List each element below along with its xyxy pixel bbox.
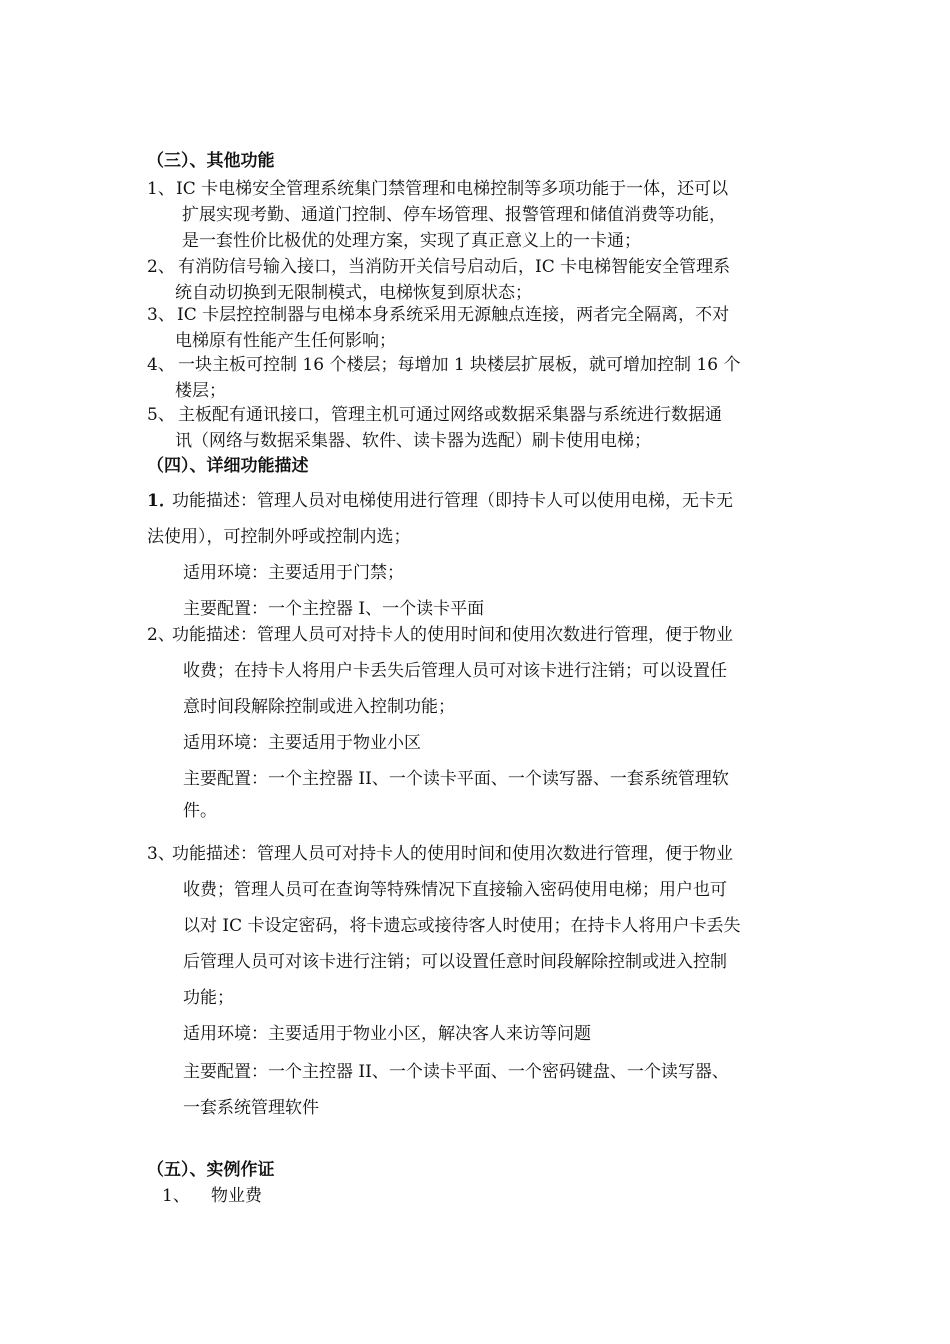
sec3-item5-line1: 主板配有通讯接口，管理主机可通过网络或数据采集器与系统进行数据通 — [178, 405, 722, 425]
sec3-item5-num: 5、 — [147, 405, 175, 425]
section-3-heading: （三）、其他功能 — [147, 151, 275, 171]
sec4-item3-line5: 功能； — [183, 988, 234, 1008]
sec4-item1-line1: 功能描述：管理人员对电梯使用进行管理（即持卡人可以使用电梯，无卡无 — [172, 491, 733, 511]
sec3-item1-line1: IC 卡电梯安全管理系统集门禁管理和电梯控制等多项功能于一体，还可以 — [176, 179, 729, 199]
sec3-item3-num: 3、 — [147, 305, 175, 325]
sec4-item2-line1: 功能描述：管理人员可对持卡人的使用时间和使用次数进行管理，便于物业 — [172, 625, 733, 645]
sec3-item3-line1: IC 卡层控控制器与电梯本身系统采用无源触点连接，两者完全隔离，不对 — [177, 305, 730, 325]
sec3-item1-num: 1、 — [147, 179, 175, 199]
sec3-item4-line1: 一块主板可控制 16 个楼层；每增加 1 块楼层扩展板，就可增加控制 16 个 — [178, 355, 741, 375]
section-5-heading: （五）、实例作证 — [147, 1160, 275, 1180]
sec4-item1-num: 1． — [147, 491, 176, 511]
sec3-item5-line2: 讯（网络与数据采集器、软件、读卡器为选配）刷卡使用电梯； — [175, 431, 651, 451]
sec4-item3-config-line2: 一套系统管理软件 — [183, 1098, 319, 1118]
sec4-item2-line2: 收费；在持卡人将用户卡丢失后管理人员可对该卡进行注销；可以设置任 — [183, 661, 727, 681]
sec4-item2-env: 适用环境：主要适用于物业小区 — [183, 733, 421, 753]
sec5-item1-num: 1、 — [162, 1186, 190, 1206]
sec4-item3-line3: 以对 IC 卡设定密码，将卡遗忘或接待客人时使用；在持卡人将用户卡丢失 — [183, 916, 741, 936]
sec4-item3-env: 适用环境：主要适用于物业小区，解决客人来访等问题 — [183, 1024, 591, 1044]
sec4-item1-line2: 法使用），可控制外呼或控制内选； — [147, 527, 411, 547]
sec4-item2-config-line1: 主要配置：一个主控器 II、一个读卡平面、一个读写器、一套系统管理软 — [183, 769, 729, 789]
sec3-item3-line2: 电梯原有性能产生任何影响； — [175, 331, 396, 351]
sec3-item4-line2: 楼层； — [175, 381, 226, 401]
sec5-item1-label: 物业费 — [211, 1186, 262, 1206]
sec4-item3-line4: 后管理人员可对该卡进行注销；可以设置任意时间段解除控制或进入控制 — [183, 952, 727, 972]
sec4-item3-num: 3、 — [147, 844, 175, 864]
sec3-item1-line2: 扩展实现考勤、通道门控制、停车场管理、报警管理和储值消费等功能， — [182, 205, 726, 225]
sec3-item2-num: 2、 — [147, 257, 175, 277]
sec4-item2-config-line2: 件。 — [183, 801, 217, 821]
sec4-item2-line3: 意时间段解除控制或进入控制功能； — [183, 697, 455, 717]
section-4-heading: （四）、详细功能描述 — [147, 456, 309, 476]
sec3-item2-line1: 有消防信号输入接口，当消防开关信号启动后，IC 卡电梯智能安全管理系 — [178, 257, 731, 277]
sec4-item1-config: 主要配置：一个主控器 I、一个读卡平面 — [183, 599, 485, 619]
sec3-item2-line2: 统自动切换到无限制模式，电梯恢复到原状态； — [175, 283, 532, 303]
sec4-item3-line1: 功能描述：管理人员可对持卡人的使用时间和使用次数进行管理，便于物业 — [172, 844, 733, 864]
sec4-item3-line2: 收费；管理人员可在查询等特殊情况下直接输入密码使用电梯；用户也可 — [183, 880, 727, 900]
sec3-item1-line3: 是一套性价比极优的处理方案，实现了真正意义上的一卡通； — [182, 231, 641, 251]
sec3-item4-num: 4、 — [147, 355, 175, 375]
sec4-item3-config-line1: 主要配置：一个主控器 II、一个读卡平面、一个密码键盘、一个读写器、 — [183, 1062, 729, 1082]
sec4-item1-env: 适用环境：主要适用于门禁； — [183, 563, 404, 583]
sec4-item2-num: 2、 — [147, 625, 175, 645]
